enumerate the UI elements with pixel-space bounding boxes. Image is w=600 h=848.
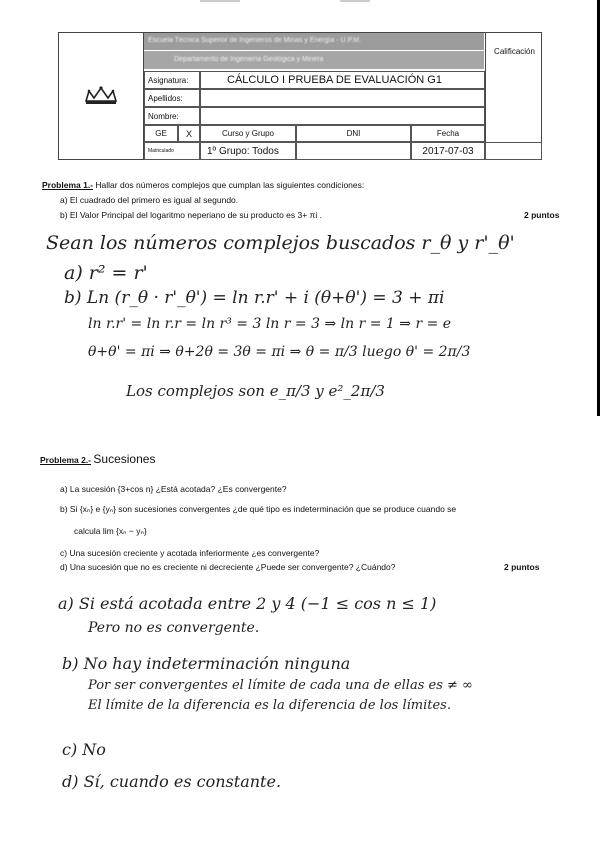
- calificacion-label: Calificación: [494, 47, 535, 56]
- dni-field[interactable]: [296, 142, 411, 160]
- department-banner: [144, 51, 484, 69]
- answer2-line: d) Sí, cuando es constante.: [62, 772, 282, 791]
- answer2-line: a) Si está acotada entre 2 y 4 (−1 ≤ cos n ≤ 1): [58, 594, 437, 613]
- answer2-line: El límite de la diferencia es la diferencia de los límites.: [88, 698, 451, 713]
- logo-cell: [59, 33, 144, 159]
- asignatura-value: CÁLCULO I PRUEBA DE EVALUACIÓN G1: [200, 71, 485, 89]
- problema1-item-b: b) El Valor Principal del logaritmo neperiano de su producto es 3+ πi .: [60, 210, 323, 220]
- calificacion-box: [485, 33, 543, 143]
- problema2-header: [40, 452, 155, 466]
- ge-mark: X: [178, 125, 200, 142]
- scan-mark: [340, 0, 370, 2]
- answer2-line: b) No hay indeterminación ninguna: [62, 654, 351, 673]
- exam-page-2: [0, 416, 600, 848]
- curso-label: Curso y Grupo: [200, 125, 296, 142]
- fecha-label: Fecha: [411, 125, 485, 142]
- answer1-line: b) Ln (r_θ · r'_θ') = ln r.r' + i (θ+θ') = 3 + πi: [64, 288, 445, 308]
- answer1-line: Los complejos son e_π/3 y e²_2π/3: [126, 382, 385, 400]
- answer2-line: Por ser convergentes el límite de cada una de ellas es ≠ ∞: [88, 678, 473, 693]
- problema1-item-a: a) El cuadrado del primero es igual al segundo.: [60, 195, 239, 205]
- scan-mark: [200, 0, 240, 2]
- calificacion-value: [485, 142, 542, 160]
- problema2-item-b: b) Si {xₙ} e {yₙ} son sucesiones convergentes ¿de qué tipo es indeterminación que se produce cuando se: [60, 504, 457, 514]
- nombre-label: Nombre:: [144, 107, 200, 125]
- exam-header-table: [58, 32, 542, 160]
- problema1-title: Problema 1.-: [42, 180, 94, 190]
- dni-label: DNI: [296, 125, 411, 142]
- problema2-heading: Sucesiones: [93, 452, 156, 466]
- answer1-line: a) r² = r': [64, 262, 148, 284]
- crown-logo-icon: [83, 85, 119, 107]
- answer2-line: c) No: [62, 740, 106, 759]
- exam-page-1: [0, 0, 600, 416]
- ge-label: GE: [144, 125, 178, 142]
- problema2-points: 2 puntos: [504, 562, 540, 572]
- institution-line1: Escuela Técnica Superior de Ingenieros de Minas y Energía - U.P.M.: [148, 37, 361, 44]
- answer1-line: θ+θ' = πi ⇒ θ+2θ = 3θ = πi ⇒ θ = π/3 luego θ' = 2π/3: [88, 344, 471, 360]
- problema2-title: Problema 2.-: [40, 455, 92, 465]
- apellidos-field[interactable]: [200, 89, 485, 107]
- answer1-line: Sean los números complejos buscados r_θ y r'_θ': [46, 232, 515, 254]
- problema1-header: [42, 180, 364, 190]
- problema2-item-a: a) La sucesión {3+cos n} ¿Está acotada? ¿Es convergente?: [60, 484, 287, 494]
- problema2-item-c: c) Una sucesión creciente y acotada inferiormente ¿es convergente?: [60, 548, 320, 558]
- fecha-value: 2017-07-03: [411, 142, 485, 160]
- problema2-item-b-cont: calcula lim {xₙ − yₙ}: [74, 526, 147, 536]
- asignatura-label: Asignatura:: [144, 71, 200, 89]
- answer2-line: Pero no es convergente.: [88, 620, 260, 636]
- institution-line2: Departamento de Ingeniería Geológica y Minera: [174, 56, 324, 63]
- curso-value: 1º Grupo: Todos: [200, 142, 296, 160]
- nombre-field[interactable]: [200, 107, 485, 125]
- answer1-line: ln r.r' = ln r.r = ln r³ = 3 ln r = 3 ⇒ ln r = 1 ⇒ r = e: [88, 316, 452, 332]
- matriculado-label: Matriculado: [144, 142, 200, 160]
- problema1-points: 2 puntos: [524, 210, 560, 220]
- institution-banner: [144, 33, 484, 50]
- problema2-item-d: d) Una sucesión que no es creciente ni decreciente ¿Puede ser convergente? ¿Cuándo?: [60, 562, 396, 572]
- problema1-statement: Hallar dos números complejos que cumplan las siguientes condiciones:: [95, 180, 365, 190]
- apellidos-label: Apellidos:: [144, 89, 200, 107]
